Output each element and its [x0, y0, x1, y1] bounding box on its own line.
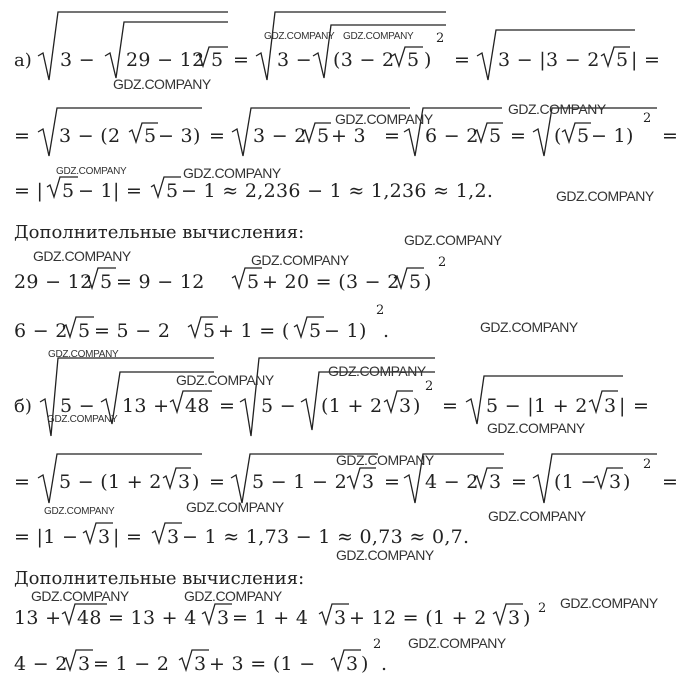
- expression: 3 −: [277, 49, 312, 71]
- watermark: GDZ.COMPANY: [508, 101, 606, 117]
- expression: 3: [489, 471, 502, 493]
- expression: − 3): [158, 125, 201, 147]
- expression: ): [523, 607, 531, 629]
- watermark: GDZ.COMPANY: [264, 31, 335, 42]
- expression: 13 +: [122, 395, 170, 417]
- expression: 5 −: [60, 395, 95, 417]
- expression: 5: [309, 320, 322, 342]
- expression: 29 − 12: [126, 49, 205, 71]
- equals-sign: =: [209, 471, 226, 493]
- expression: (1 + 2: [321, 395, 383, 417]
- expression: 3: [604, 395, 617, 417]
- expression: 6 − 2: [14, 320, 68, 342]
- part-b-label: б): [14, 396, 32, 417]
- expression: ): [361, 653, 369, 675]
- expression: 3 − |3 − 2: [498, 49, 600, 71]
- expression: 48: [77, 607, 102, 629]
- equals-sign: =: [384, 125, 401, 147]
- watermark: GDZ.COMPANY: [488, 508, 586, 524]
- watermark: GDZ.COMPANY: [47, 414, 118, 425]
- watermark: GDZ.COMPANY: [44, 506, 115, 517]
- exponent: 2: [538, 601, 547, 616]
- watermark: GDZ.COMPANY: [48, 349, 119, 360]
- equals-sign: =: [384, 471, 401, 493]
- equals-sign: =: [662, 125, 679, 147]
- expression: + 12 = (1 + 2: [349, 607, 487, 629]
- expression: 3: [167, 526, 180, 548]
- equals-sign: =: [633, 395, 650, 417]
- expression: 3: [362, 471, 375, 493]
- watermark: GDZ.COMPANY: [408, 635, 506, 651]
- expression: .: [381, 653, 388, 675]
- expression: 3: [399, 395, 412, 417]
- expression: 5: [577, 125, 590, 147]
- expression: + 20 = (3 − 2: [262, 271, 400, 293]
- part-b-calc-1: [14, 601, 547, 629]
- watermark: GDZ.COMPANY: [33, 248, 131, 264]
- expression: 13 +: [14, 607, 62, 629]
- expression: 3 −: [60, 49, 95, 71]
- watermark: GDZ.COMPANY: [556, 188, 654, 204]
- exponent: 2: [438, 255, 447, 270]
- equals-sign: =: [510, 125, 527, 147]
- watermark: GDZ.COMPANY: [113, 76, 211, 92]
- expression: |: [619, 395, 626, 417]
- expression: 3: [178, 471, 191, 493]
- expression: 5: [317, 125, 330, 147]
- expression: 5: [247, 271, 260, 293]
- extra-calculations-heading: Дополнительные вычисления:: [14, 568, 305, 589]
- expression: 5: [203, 320, 216, 342]
- expression: = |1 −: [14, 526, 79, 548]
- expression: (: [554, 125, 562, 147]
- expression: − 1| =: [78, 180, 143, 202]
- expression: 29 − 12: [14, 271, 93, 293]
- watermark: GDZ.COMPANY: [404, 232, 502, 248]
- part-a-calc-2: [14, 303, 389, 342]
- expression: ): [192, 471, 200, 493]
- expression: ): [413, 395, 421, 417]
- part-a-line-1: [14, 12, 660, 80]
- expression: + 3 = (1 −: [209, 653, 316, 675]
- expression: ): [623, 471, 631, 493]
- expression: 3: [334, 607, 347, 629]
- equals-sign: =: [662, 471, 679, 493]
- expression: | =: [113, 526, 143, 548]
- expression: 5: [407, 49, 420, 71]
- expression: = 13 + 4: [108, 607, 197, 629]
- expression: 5: [166, 180, 179, 202]
- watermark: GDZ.COMPANY: [251, 252, 349, 268]
- expression: 3: [609, 471, 622, 493]
- watermark: GDZ.COMPANY: [480, 319, 578, 335]
- watermark: GDZ.COMPANY: [335, 111, 433, 127]
- watermark: GDZ.COMPANY: [336, 547, 434, 563]
- expression: = 5 − 2: [94, 320, 171, 342]
- expression: 5: [616, 49, 629, 71]
- expression: = 1 − 2: [93, 653, 170, 675]
- expression: + 1 = (: [218, 320, 290, 342]
- expression: 3 − (2: [59, 125, 121, 147]
- expression: 3 − 2: [253, 125, 307, 147]
- expression: (1 −: [554, 471, 597, 493]
- exponent: 2: [643, 457, 652, 472]
- equals-sign: =: [233, 49, 250, 71]
- expression: − 1 ≈ 1,73 − 1 ≈ 0,73 ≈ 0,7.: [182, 526, 470, 548]
- equals-sign: =: [14, 471, 31, 493]
- expression: (3 − 2: [333, 49, 395, 71]
- expression: = 9 − 12: [116, 271, 205, 293]
- expression: 5 − (1 + 2: [59, 471, 162, 493]
- watermark: GDZ.COMPANY: [328, 363, 426, 379]
- expression: 6 − 2: [425, 125, 479, 147]
- expression: 4 − 2: [14, 653, 68, 675]
- expression: 5: [78, 320, 91, 342]
- expression: 5 − 1 − 2: [252, 471, 347, 493]
- equals-sign: =: [442, 395, 459, 417]
- expression: 5: [144, 125, 157, 147]
- exponent: 2: [376, 303, 385, 318]
- expression: 48: [185, 395, 210, 417]
- expression: 3: [346, 653, 359, 675]
- expression: 5: [409, 271, 422, 293]
- expression: 5: [211, 49, 224, 71]
- expression: = |: [14, 180, 44, 202]
- expression: 4 − 2: [425, 471, 479, 493]
- equals-sign: =: [644, 49, 661, 71]
- expression: 5 − |1 + 2: [486, 395, 588, 417]
- expression: 5 −: [261, 395, 296, 417]
- expression: 5: [100, 271, 113, 293]
- watermark: GDZ.COMPANY: [560, 595, 658, 611]
- equals-sign: =: [454, 49, 471, 71]
- expression: − 1): [591, 125, 634, 147]
- expression: 3: [78, 653, 91, 675]
- expression: − 1 ≈ 2,236 − 1 ≈ 1,236 ≈ 1,2.: [181, 180, 494, 202]
- expression: − 1): [324, 320, 367, 342]
- watermark: GDZ.COMPANY: [176, 372, 274, 388]
- watermark: GDZ.COMPANY: [184, 588, 282, 604]
- expression: |: [631, 49, 638, 71]
- equals-sign: =: [511, 471, 528, 493]
- part-b-line-3: [14, 523, 469, 548]
- expression: 3: [508, 607, 521, 629]
- part-b-calc-2: [14, 637, 387, 675]
- expression: ): [424, 271, 432, 293]
- watermark: GDZ.COMPANY: [183, 165, 281, 181]
- expression: + 3: [331, 125, 366, 147]
- exponent: 2: [643, 111, 652, 126]
- expression: .: [383, 320, 390, 342]
- exponent: 2: [425, 379, 434, 394]
- exponent: 2: [436, 31, 445, 46]
- expression: ): [424, 49, 432, 71]
- watermark: GDZ.COMPANY: [487, 420, 585, 436]
- watermark: GDZ.COMPANY: [56, 166, 127, 177]
- equals-sign: =: [219, 395, 236, 417]
- expression: 3: [217, 607, 230, 629]
- exponent: 2: [373, 637, 382, 652]
- expression: 3: [194, 653, 207, 675]
- expression: 3: [98, 526, 111, 548]
- watermark: GDZ.COMPANY: [336, 452, 434, 468]
- expression: 5: [62, 180, 75, 202]
- equals-sign: =: [209, 125, 226, 147]
- watermark: GDZ.COMPANY: [186, 499, 284, 515]
- equals-sign: =: [14, 125, 31, 147]
- watermark: GDZ.COMPANY: [31, 588, 129, 604]
- expression: = 1 + 4: [232, 607, 309, 629]
- part-a-label: а): [14, 50, 32, 71]
- watermark: GDZ.COMPANY: [343, 31, 414, 42]
- extra-calculations-heading: Дополнительные вычисления:: [14, 222, 305, 243]
- expression: 5: [489, 125, 502, 147]
